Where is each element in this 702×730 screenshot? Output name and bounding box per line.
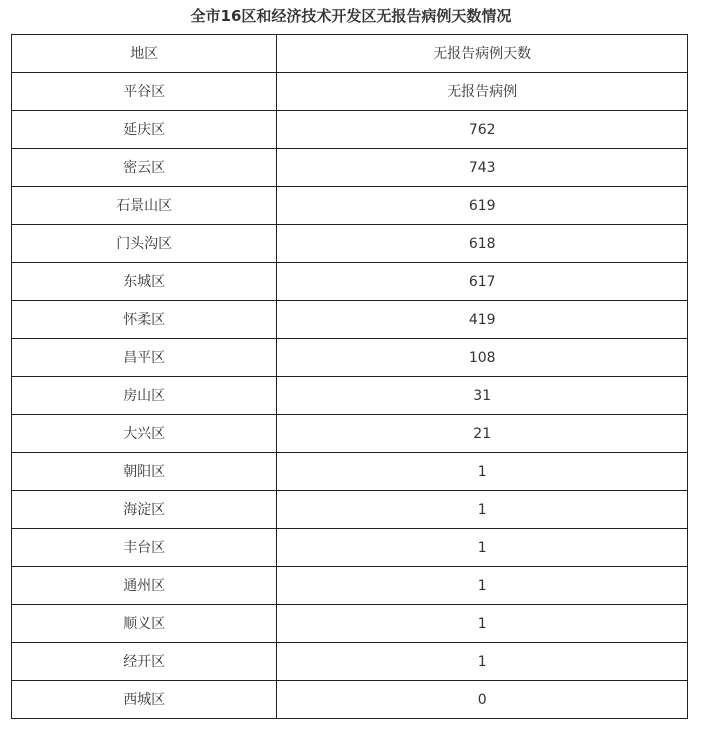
table-row <box>12 643 688 681</box>
no-case-days-cell: 1 <box>277 453 688 491</box>
region-cell: 东城区 <box>12 263 277 301</box>
no-case-days-cell: 618 <box>277 225 688 263</box>
table-row <box>12 529 688 567</box>
table-row <box>12 73 688 111</box>
table-row <box>12 377 688 415</box>
region-cell: 经开区 <box>12 643 277 681</box>
no-case-days-cell: 743 <box>277 149 688 187</box>
region-cell: 丰台区 <box>12 529 277 567</box>
table-header-row <box>12 35 688 73</box>
table-row <box>12 225 688 263</box>
region-cell: 西城区 <box>12 681 277 719</box>
table-row <box>12 111 688 149</box>
region-cell: 朝阳区 <box>12 453 277 491</box>
region-cell: 延庆区 <box>12 111 277 149</box>
region-cell: 怀柔区 <box>12 301 277 339</box>
table-body <box>12 35 688 719</box>
region-cell: 大兴区 <box>12 415 277 453</box>
region-cell: 密云区 <box>12 149 277 187</box>
no-case-days-cell: 无报告病例 <box>277 73 688 111</box>
header-region: 地区 <box>12 35 277 73</box>
no-case-days-cell: 0 <box>277 681 688 719</box>
no-case-days-table <box>11 34 688 719</box>
region-cell: 房山区 <box>12 377 277 415</box>
no-case-days-cell: 1 <box>277 605 688 643</box>
table-row <box>12 339 688 377</box>
no-case-days-cell: 617 <box>277 263 688 301</box>
table-row <box>12 491 688 529</box>
region-cell: 通州区 <box>12 567 277 605</box>
no-case-days-cell: 762 <box>277 111 688 149</box>
table-row <box>12 149 688 187</box>
table-row <box>12 415 688 453</box>
no-case-days-cell: 1 <box>277 529 688 567</box>
table-row <box>12 187 688 225</box>
region-cell: 石景山区 <box>12 187 277 225</box>
table-row <box>12 681 688 719</box>
no-case-days-cell: 21 <box>277 415 688 453</box>
region-cell: 昌平区 <box>12 339 277 377</box>
region-cell: 门头沟区 <box>12 225 277 263</box>
no-case-days-cell: 1 <box>277 491 688 529</box>
no-case-days-cell: 619 <box>277 187 688 225</box>
region-cell: 平谷区 <box>12 73 277 111</box>
no-case-days-cell: 31 <box>277 377 688 415</box>
table-row <box>12 263 688 301</box>
table-row <box>12 567 688 605</box>
no-case-days-cell: 419 <box>277 301 688 339</box>
header-no-case-days: 无报告病例天数 <box>277 35 688 73</box>
region-cell: 顺义区 <box>12 605 277 643</box>
table-title: 全市16区和经济技术开发区无报告病例天数情况 <box>190 7 512 25</box>
table-row <box>12 301 688 339</box>
table-row <box>12 605 688 643</box>
table-row <box>12 453 688 491</box>
no-case-days-cell: 1 <box>277 567 688 605</box>
region-cell: 海淀区 <box>12 491 277 529</box>
no-case-days-cell: 1 <box>277 643 688 681</box>
no-case-days-cell: 108 <box>277 339 688 377</box>
